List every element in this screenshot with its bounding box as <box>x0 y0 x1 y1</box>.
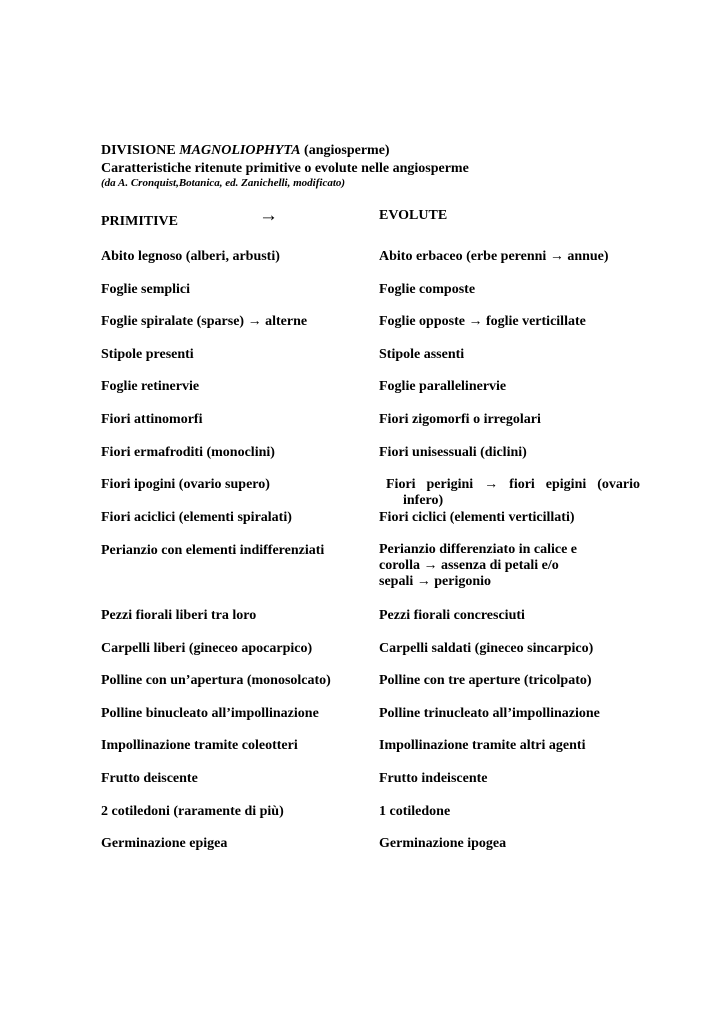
evolute-trait: Polline con tre aperture (tricolpato) <box>379 673 592 688</box>
evolute-trait: 1 cotiledone <box>379 804 451 819</box>
evolute-trait <box>379 542 639 590</box>
division-prefix: DIVISIONE <box>101 143 180 158</box>
column-header-evolute: EVOLUTE <box>379 208 448 223</box>
column-header-primitive: PRIMITIVE <box>101 214 179 229</box>
primitive-trait: Fiori attinomorfi <box>101 412 203 427</box>
evolute-trait-line: sepali → perigonio <box>379 574 492 589</box>
primitive-trait: Foglie spiralate (sparse) → alterne <box>101 314 308 329</box>
evolute-trait <box>386 477 640 509</box>
primitive-trait: Foglie semplici <box>101 282 191 297</box>
evolute-trait: Foglie composte <box>379 282 476 297</box>
evolute-trait-line: infero) <box>403 493 444 508</box>
evolute-trait: Stipole assenti <box>379 347 465 362</box>
evolute-trait-line: Fiori perigini → fiori epigini (ovario <box>386 477 640 492</box>
primitive-trait: Perianzio con elementi indifferenziati <box>101 543 325 558</box>
evolute-trait: Germinazione ipogea <box>379 836 507 851</box>
primitive-trait: Fiori aciclici (elementi spiralati) <box>101 510 292 525</box>
document-title <box>101 142 390 159</box>
primitive-trait: Carpelli liberi (gineceo apocarpico) <box>101 641 313 656</box>
division-name: MAGNOLIOPHYTA <box>179 143 301 158</box>
evolute-trait: Abito erbaceo (erbe perenni → annue) <box>379 249 609 264</box>
primitive-trait: Frutto deiscente <box>101 771 198 786</box>
primitive-trait: Polline binucleato all’impollinazione <box>101 706 319 721</box>
evolute-trait-line: Perianzio differenziato in calice e <box>379 542 578 557</box>
primitive-trait: Foglie retinervie <box>101 379 200 394</box>
evolute-trait: Foglie parallelinervie <box>379 379 507 394</box>
source-citation: (da A. Cronquist,Botanica, ed. Zanichelli, modificato) <box>101 177 346 189</box>
evolute-trait: Frutto indeiscente <box>379 771 488 786</box>
primitive-trait: 2 cotiledoni (raramente di più) <box>101 804 284 819</box>
primitive-trait: Fiori ipogini (ovario supero) <box>101 477 270 492</box>
document-subtitle: Caratteristiche ritenute primitive o evolute nelle angiosperme <box>101 161 469 176</box>
right-arrow-icon: → <box>259 205 278 226</box>
evolute-trait: Fiori ciclici (elementi verticillati) <box>379 510 575 525</box>
evolute-trait-line: corolla → assenza di petali e/o <box>379 558 559 573</box>
evolute-trait: Foglie opposte → foglie verticillate <box>379 314 586 329</box>
evolute-trait: Impollinazione tramite altri agenti <box>379 738 586 753</box>
evolute-trait: Fiori unisessuali (diclini) <box>379 445 527 460</box>
primitive-trait: Polline con un’apertura (monosolcato) <box>101 673 331 688</box>
primitive-trait: Fiori ermafroditi (monoclini) <box>101 445 275 460</box>
evolute-trait: Fiori zigomorfi o irregolari <box>379 412 541 427</box>
primitive-trait: Stipole presenti <box>101 347 194 362</box>
primitive-trait: Germinazione epigea <box>101 836 228 851</box>
evolute-trait: Carpelli saldati (gineceo sincarpico) <box>379 641 594 656</box>
primitive-trait: Pezzi fiorali liberi tra loro <box>101 608 257 623</box>
division-suffix: (angiosperme) <box>300 143 390 158</box>
primitive-trait: Abito legnoso (alberi, arbusti) <box>101 249 280 264</box>
evolute-trait: Polline trinucleato all’impollinazione <box>379 706 600 721</box>
evolute-trait: Pezzi fiorali concresciuti <box>379 608 525 623</box>
primitive-trait: Impollinazione tramite coleotteri <box>101 738 298 753</box>
